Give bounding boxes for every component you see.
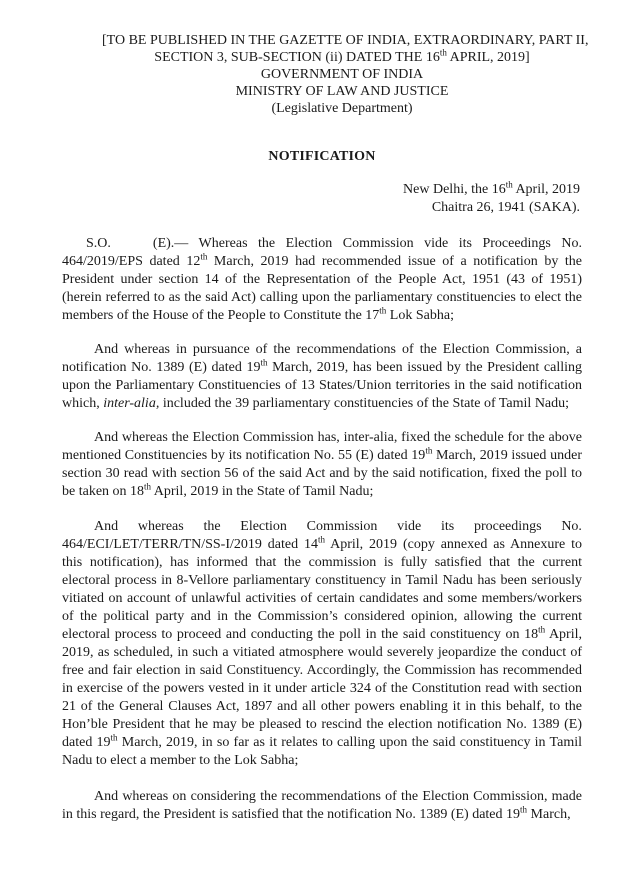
paragraph-text: S.O. (E).— Whereas the Election Commission vide its Proceedings No. 464/2019/EPS dated 12 [62, 236, 586, 269]
word: No. [561, 519, 582, 534]
place-date-line [62, 181, 580, 199]
paragraph-3 [62, 429, 582, 501]
paragraph-4 [62, 518, 582, 770]
paragraph-text: March, 2019 issued under section 30 read with section 56 of the said Act and by the said notification, fixed the poll to be taken on 18 [62, 448, 582, 499]
word: Commission [306, 519, 378, 534]
paragraph-text: March, [527, 807, 571, 822]
word: proceedings [473, 519, 542, 534]
header-section-line [102, 49, 582, 66]
paragraph-text: 464/ECI/LET/TERR/TN/SS-I/2019 dated 14 [62, 537, 318, 552]
paragraph-1 [62, 235, 586, 325]
word: vide [397, 519, 422, 534]
word: Election [240, 519, 287, 534]
paragraph-5 [62, 788, 582, 824]
paragraph-text: March, 2019, in so far as it relates to calling upon the said constituency in Tamil Nadu to elect a member to the Lok Sabha; [62, 735, 582, 768]
place-date-text: New Delhi, the 16 [403, 182, 506, 197]
ordinal-suffix: th [379, 305, 387, 316]
paragraph-text: And whereas in pursuance of the recommendations of the Election Commission, a notification No. 1389 (E) dated 19 [62, 342, 582, 375]
ordinal-suffix: th [317, 534, 325, 545]
paragraph-4-body [62, 536, 582, 770]
paragraph-text: April, 2019 in the State of Tamil Nadu; [151, 484, 374, 499]
ordinal-suffix: th [260, 357, 268, 368]
paragraph-2 [62, 341, 582, 413]
paragraph-text: included the 39 parliamentary constituencies of the State of Tamil Nadu; [159, 396, 570, 411]
header-department: (Legislative Department) [271, 101, 413, 116]
gazette-header [102, 32, 589, 117]
ordinal-suffix: th [538, 624, 546, 635]
saka-date: Chaitra 26, 1941 (SAKA). [431, 200, 580, 215]
paragraph-text: March, 2019, has been issued by the President calling upon the Parliamentary Constituencies of 13 States/Union territories in the said notification which, [62, 360, 582, 411]
header-government: GOVERNMENT OF INDIA [260, 67, 424, 82]
place-date [62, 181, 580, 217]
paragraph-text: April, 2019, as scheduled, in such a vitiated atmosphere would severely jeopardize the conduct of free and fair election in said Constituency. Accordingly, the Commission has recommended in exercise of the powers vested in it under article 324 of the Constitution read with section 21 of the General Clauses Act, 1897 and all other powers enabling it in this behalf, to the Hon’ble President that he may be pleased to rescind the election notification No. 1389 (E) dated 19 [62, 627, 582, 750]
paragraph-text: Lok Sabha; [386, 308, 454, 323]
ordinal-suffix: th [520, 804, 528, 815]
header-section-text-end: APRIL, 2019] [446, 50, 530, 65]
ordinal-suffix: th [110, 732, 118, 743]
paragraph-text: April, 2019 (copy annexed as Annexure to this notification), has informed that the commission is fully satisfied that the current electoral process in 8-Vellore parliamentary constituency in Tamil Nadu has been seriously vitiated on account of unlawful activities of certain candidates and some members/workers of the political party and in the Commission’s considered opinion, allowing the current electoral process to proceed and conducting the poll in the said constituency on 18 [62, 537, 582, 642]
paragraph-text: March, 2019 had recommended issue of a notification by the President under section 14 of the Representation of the People Act, 1951 (43 of 1951) (herein referred to as the said Act) calling upon the parliamentary constituencies to elect the members of the House of the People to Constitute the 17 [62, 254, 586, 323]
paragraph-text: And whereas the Election Commission has, inter-alia, fixed the schedule for the above mentioned Constituencies by its notification No. 55 (E) dated 19 [62, 430, 582, 463]
header-section-text: SECTION 3, SUB-SECTION (ii) DATED THE 16 [154, 50, 440, 65]
word: whereas [137, 519, 184, 534]
ordinal-suffix: th [425, 445, 433, 456]
word: And [94, 519, 119, 534]
place-date-text-end: April, 2019 [512, 182, 580, 197]
ordinal-suffix: th [439, 47, 447, 58]
paragraph-4-first-line [62, 518, 582, 536]
ordinal-suffix: th [505, 179, 513, 190]
paragraph-text: And whereas on considering the recommendations of the Election Commission, made in this regard, the President is satisfied that the notification No. 1389 (E) dated 19 [62, 789, 582, 822]
word: the [203, 519, 221, 534]
header-ministry: MINISTRY OF LAW AND JUSTICE [235, 84, 449, 99]
ordinal-suffix: th [144, 481, 152, 492]
notification-title: NOTIFICATION [268, 149, 376, 164]
word: its [440, 519, 455, 534]
header-publication-line: [TO BE PUBLISHED IN THE GAZETTE OF INDIA, EXTRAORDINARY, PART II, [102, 33, 589, 48]
ordinal-suffix: th [200, 251, 208, 262]
italic-term: inter-alia, [103, 396, 160, 411]
